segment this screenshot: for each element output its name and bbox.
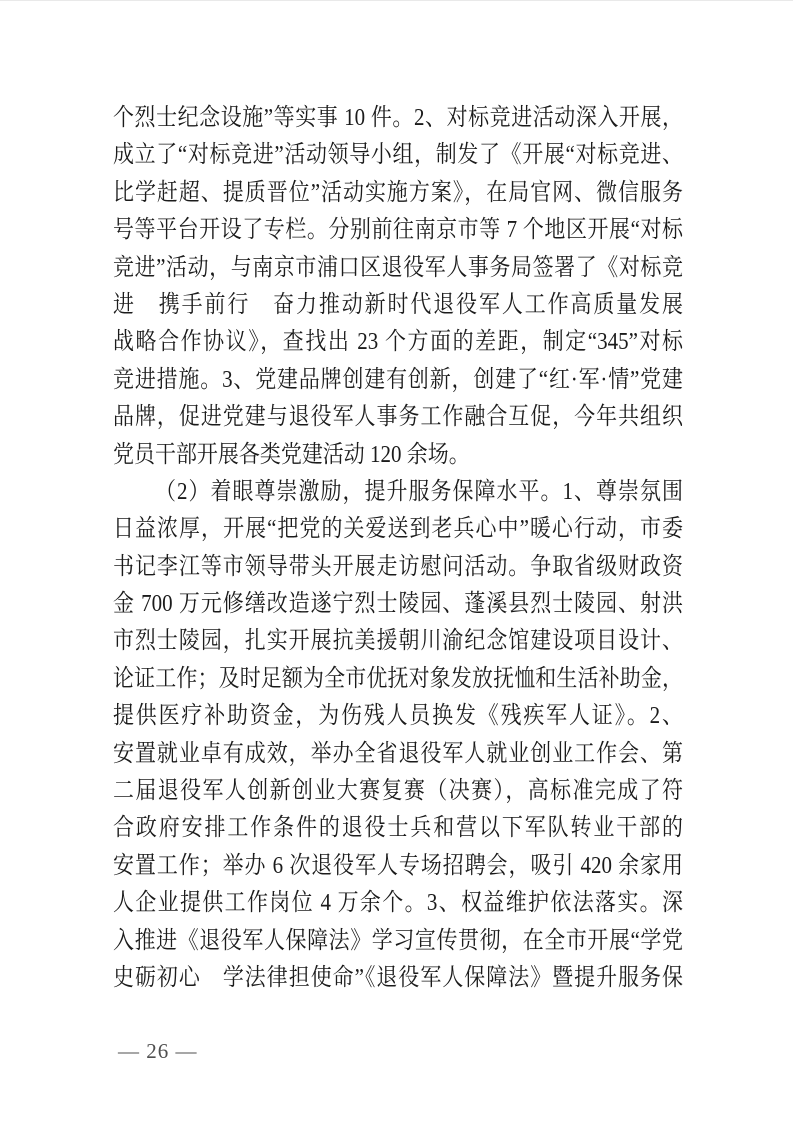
page-number: — 26 — [118,1039,198,1063]
text-line: 金 700 万元修缮改造遂宁烈士陵园、蓬溪县烈士陵园、射洪 [113,591,683,618]
text-line: 成立了“对标竞进”活动领导小组，制发了《开展“对标竞进、 [113,142,683,169]
text-line: （2）着眼尊崇激励，提升服务保障水平。1、尊崇氛围 [154,478,683,505]
text-line: 竞进措施。3、党建品牌创建有创新，创建了“红·军·情”党建 [113,366,683,393]
document-text-block [113,100,683,997]
text-line: 安置工作；举办 6 次退役军人专场招聘会，吸引 420 余家用 [113,852,683,879]
text-line: 人企业提供工作岗位 4 万余个。3、权益维护依法落实。深 [113,890,683,917]
page-footer [118,1036,238,1066]
text-line: 战略合作协议》，查找出 23 个方面的差距，制定“345”对标 [113,329,683,356]
text-line: 二届退役军人创新创业大赛复赛（决赛），高标准完成了符 [113,778,683,805]
text-line: 个烈士纪念设施”等实事 10 件。2、对标竞进活动深入开展， [113,105,683,131]
text-line: 进 携手前行 奋力推动新时代退役军人工作高质量发展 [113,291,683,318]
text-line: 日益浓厚，开展“把党的关爱送到老兵心中”暖心行动，市委 [113,516,683,543]
text-line: 党员干部开展各类党建活动 120 余场。 [113,441,470,468]
text-line: 论证工作；及时足额为全市优抚对象发放抚恤和生活补助金， [113,665,683,692]
text-line: 市烈士陵园，扎实开展抗美援朝川渝纪念馆建设项目设计、 [113,628,683,655]
page-top-edge-line [0,0,793,1]
text-line: 品牌，促进党建与退役军人事务工作融合互促，今年共组织 [113,404,683,431]
text-line: 安置就业卓有成效，举办全省退役军人就业创业工作会、第 [113,740,683,767]
text-line: 入推进《退役军人保障法》学习宣传贯彻，在全市开展“学党 [113,927,683,954]
text-line: 史砺初心 学法律担使命”《退役军人保障法》暨提升服务保 [113,964,683,991]
text-line: 书记李江等市领导带头开展走访慰问活动。争取省级财政资 [113,553,683,580]
text-line: 号等平台开设了专栏。分别前往南京市等 7 个地区开展“对标 [113,217,683,244]
text-line: 合政府安排工作条件的退役士兵和营以下军队转业干部的 [113,815,683,842]
text-line: 竞进”活动，与南京市浦口区退役军人事务局签署了《对标竞 [113,254,683,281]
text-line: 比学赶超、提质晋位”活动实施方案》，在局官网、微信服务 [113,179,683,206]
text-line: 提供医疗补助资金，为伤残人员换发《残疾军人证》。2、 [113,703,683,730]
